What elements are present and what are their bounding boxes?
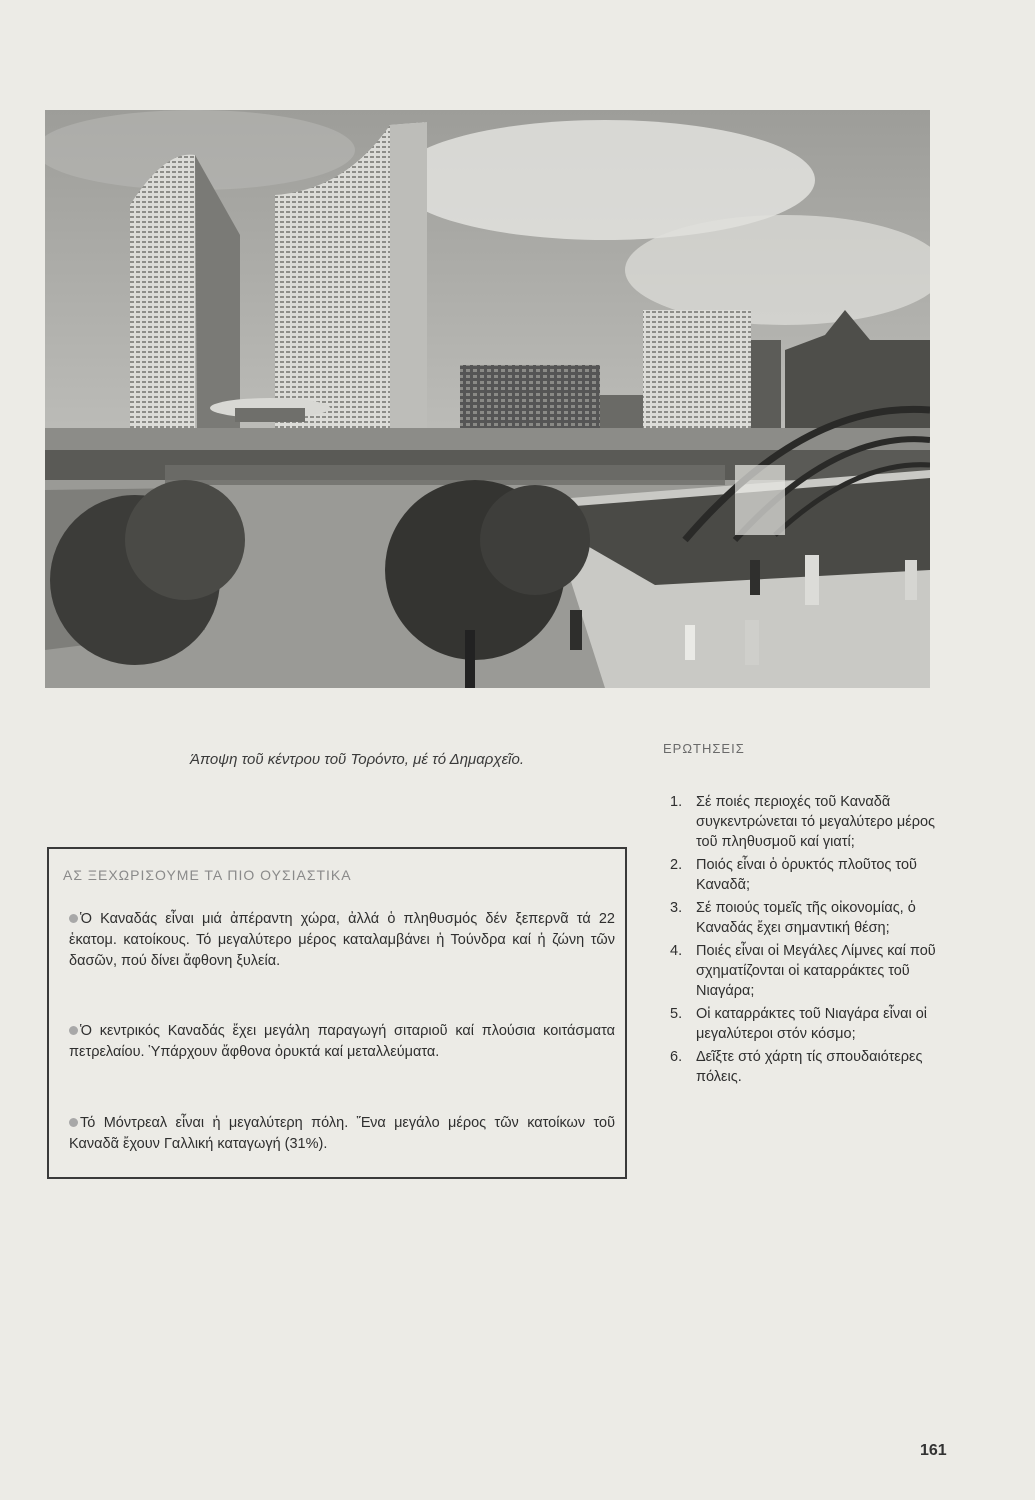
question-item: 3. Σέ ποιούς τομεῖς τῆς οἰκονομίας, ὁ Καναδάς ἔχει σημαντική θέση;	[670, 900, 916, 936]
summary-point: Τό Μόντρεαλ εἶναι ἡ μεγαλύτερη πόλη. Ἕνα μεγάλο μέρος τῶν κατοίκων τοῦ Καναδᾶ ἔχουν Γαλλική καταγωγή (31%).	[69, 1115, 615, 1152]
bullet-dot-icon	[69, 914, 78, 923]
question-item: 2. Ποιός εἶναι ὁ ὀρυκτός πλοῦτος τοῦ Καναδᾶ;	[670, 857, 917, 893]
bullet-dot-icon	[69, 1118, 78, 1127]
question-item: 4. Ποιές εἶναι οἱ Μεγάλες Λίμνες καί ποῦ σχηματίζονται οἱ καταρράκτες τοῦ Νιαγάρα;	[670, 943, 936, 999]
toronto-city-hall-photo	[45, 110, 930, 688]
question-item: 6. Δεῖξτε στό χάρτη τίς σπουδαιότερες πόλεις.	[670, 1049, 923, 1085]
question-item: 5. Οἱ καταρράκτες τοῦ Νιαγάρα εἶναι οἱ μεγαλύτεροι στόν κόσμο;	[670, 1006, 927, 1042]
summary-point: Ὁ κεντρικός Καναδάς ἔχει μεγάλη παραγωγή σιταριοῦ καί πλούσια κοιτάσματα πετρελαίου. Ὑπάρχουν ἄφθονα ὀρυκτά καί μεταλλεύματα.	[69, 1023, 615, 1060]
summary-point: Ὁ Καναδάς εἶναι μιά ἀπέραντη χώρα, ἀλλά ὁ πληθυσμός δέν ξεπερνᾶ τά 22 ἑκατομ. κατοίκους. Τό μεγαλύτερο μέρος καταλαμβάνει ἡ Τούνδρα καί ἡ ζώνη τῶν δασῶν, πού δίνει ἄφθονη ξυλεία.	[69, 911, 615, 969]
question-item: 1. Σέ ποιές περιοχές τοῦ Καναδᾶ συγκεντρώνεται τό μεγαλύτερο μέρος τοῦ πληθυσμοῦ καί γιατί;	[670, 794, 936, 850]
summary-box	[47, 847, 627, 1179]
bullet-dot-icon	[69, 1026, 78, 1035]
summary-title: ΑΣ ΞΕΧΩΡΙΣΟΥΜΕ ΤΑ ΠΙΟ ΟΥΣΙΑΣΤΙΚΑ	[63, 867, 352, 883]
questions-title: ΕΡΩΤΗΣΕΙΣ	[663, 741, 745, 756]
questions-list	[666, 792, 956, 1090]
page-number: 161	[920, 1442, 947, 1459]
photo-caption: Άποψη τοῦ κέντρου τοῦ Τορόντο, μέ τό Δημαρχεῖο.	[190, 751, 525, 768]
